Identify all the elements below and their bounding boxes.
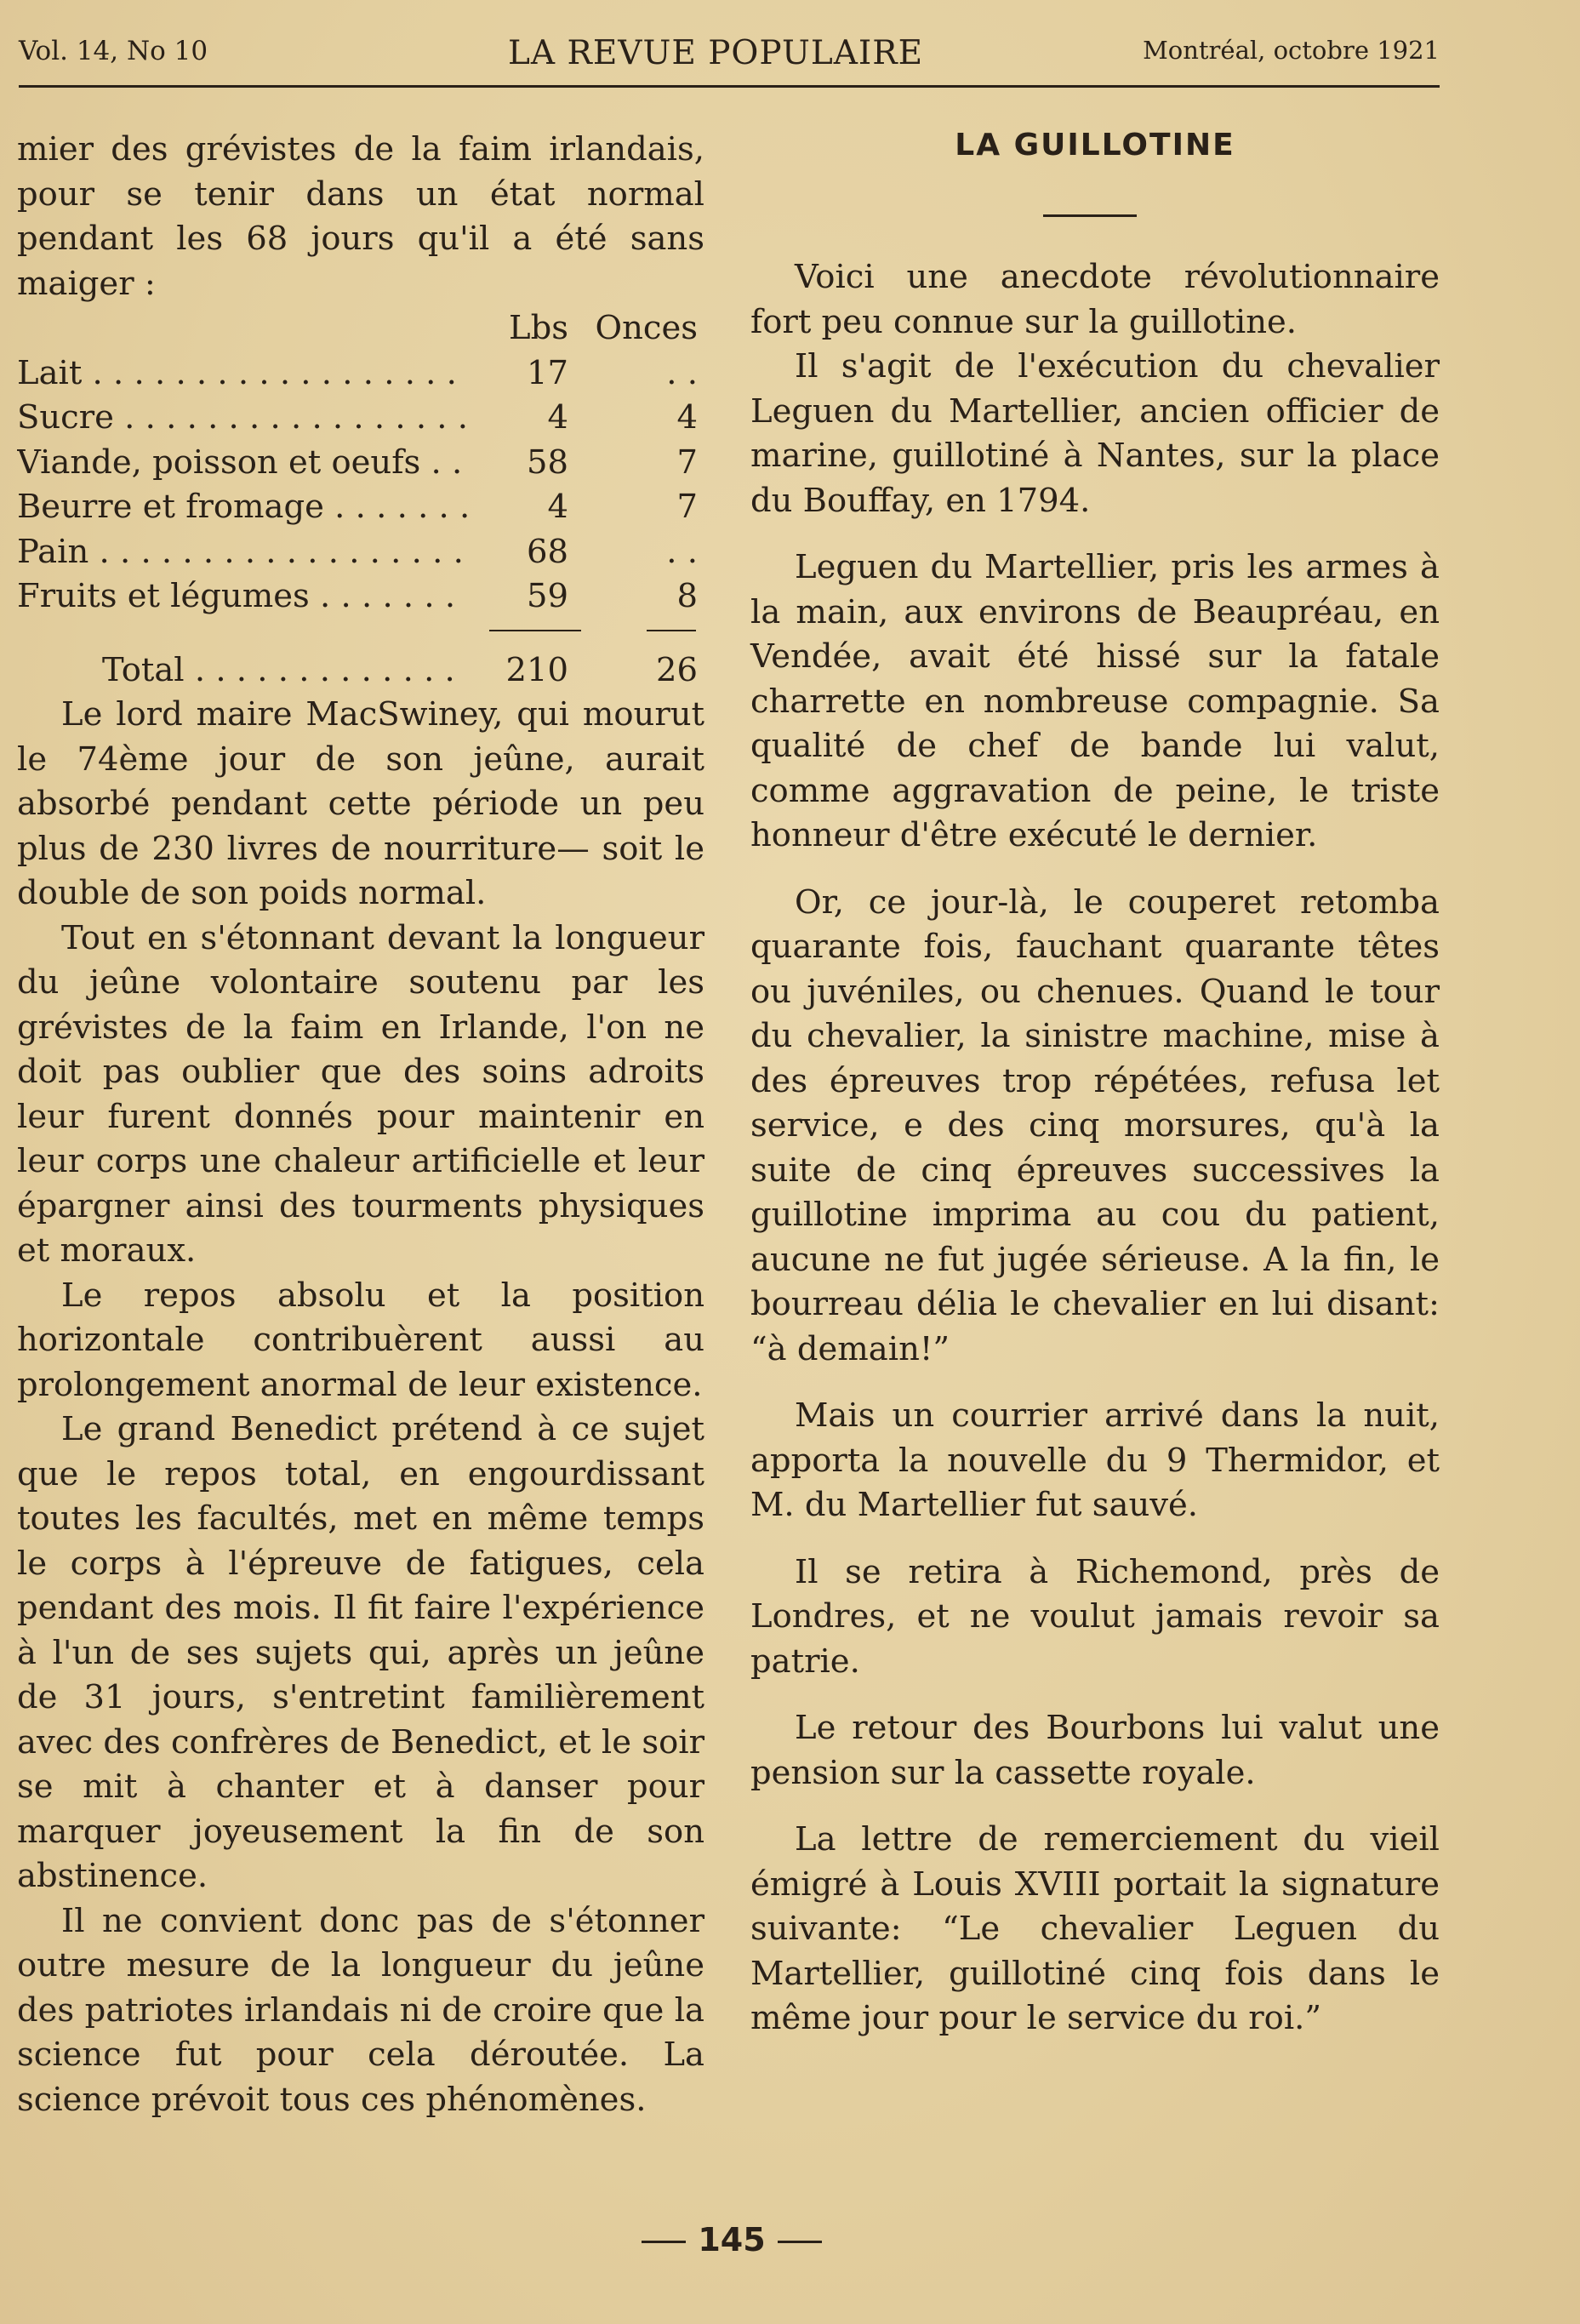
row-label: Pain . . . bbox=[17, 530, 468, 575]
body-paragraph: La lettre de remerciement du vieil émigré à Louis XVIII portait la signature suivante: “Le chevalier Leguen du Martellier, guillotiné cinq fois dans le même jour pour le service du roi.” bbox=[750, 1820, 1440, 2037]
body-paragraph: Il s'agit de l'exécution du chevalier Leguen du Martellier, ancien officier de marine, guillotiné à Nantes, sur la place du Bouffay, en 1794. bbox=[750, 347, 1440, 520]
row-lbs: 68 bbox=[527, 532, 568, 571]
intro-paragraph: mier des grévistes de la faim irlandais, pour se tenir dans un état normal pendant les 68 jours qu'il a été sans maiger : bbox=[17, 130, 704, 303]
table-row bbox=[17, 530, 704, 575]
row-label: Sucre . . . bbox=[17, 396, 468, 441]
row-onces: 7 bbox=[676, 488, 698, 526]
row-label: Fruits et légumes . . . bbox=[17, 574, 468, 620]
body-paragraph: Leguen du Martellier, pris les armes à la main, aux environs de Beaupréau, en Vendée, avait été hissé sur la fatale charrette en nombreuse compagnie. Sa qualité de chef de bande lui valut, comme aggravation de peine, le triste honneur d'être exécuté le dernier. bbox=[750, 548, 1440, 854]
food-table bbox=[17, 306, 704, 693]
body-paragraph: Le grand Benedict prétend à ce sujet que le repos total, en engourdissant toutes les facultés, met en même temps le corps à l'épreuve de fatigues, cela pendant des mois. Il fit faire l'expérience à l'un de ses sujets qui, après un jeûne de 31 jours, s'entretint familièrement avec des confrères de Benedict, et le soir se mit à chanter et à danser pour marquer joyeusement la fin de son abstinence. bbox=[17, 1410, 704, 1895]
body-paragraph: Voici une anecdote révolutionnaire fort peu connue sur la guillotine. bbox=[750, 258, 1440, 341]
total-lbs: 210 bbox=[505, 650, 568, 689]
dash-left bbox=[642, 2241, 686, 2243]
total-onces: 26 bbox=[656, 650, 698, 689]
body-paragraph: Or, ce jour-là, le couperet retomba quarante fois, fauchant quarante têtes ou juvéniles, ou chenues. Quand le tour du chevalier, la sinistre machine, mise à des épreuves trop répétées, refusa let service, e des cinq morsures, qu'à la suite de cinq épreuves successives la guillotine imprima au cou du patient, aucune ne fut jugée sérieuse. A la fin, le bourreau délia le chevalier en lui disant: “à demain!” bbox=[750, 882, 1440, 1368]
left-column bbox=[17, 128, 704, 2122]
row-label: Viande, poisson et oeufs . . . bbox=[17, 441, 468, 486]
body-paragraph: Il se retira à Richemond, près de Londres, et ne voulut jamais revoir sa patrie. bbox=[750, 1552, 1440, 1681]
body-paragraph: Mais un courrier arrivé dans la nuit, apporta la nouvelle du 9 Thermidor, et M. du Martellier fut sauvé. bbox=[750, 1396, 1440, 1524]
table-row bbox=[17, 351, 704, 397]
row-lbs: 58 bbox=[527, 443, 568, 482]
table-header bbox=[17, 306, 704, 351]
row-onces: 8 bbox=[676, 577, 698, 615]
dash-right bbox=[778, 2241, 822, 2243]
row-onces: 4 bbox=[676, 398, 698, 437]
row-onces: . . bbox=[666, 532, 698, 571]
column-header-lbs: Lbs bbox=[509, 309, 568, 347]
row-label: Beurre et fromage . . . bbox=[17, 485, 468, 530]
header-rule bbox=[19, 85, 1440, 88]
body-paragraph: Tout en s'étonnant devant la longueur du jeûne volontaire soutenu par les grévistes de la faim en Irlande, l'on ne doit pas oublier que des soins adroits leur furent donnés pour maintenir en leur corps une chaleur artificielle et leur épargner ainsi des tourments physiques et moraux. bbox=[17, 918, 704, 1270]
row-onces: . . bbox=[666, 353, 698, 392]
row-onces: 7 bbox=[676, 443, 698, 482]
table-row bbox=[17, 574, 704, 620]
row-label: Lait . . . bbox=[17, 351, 468, 397]
row-lbs: 4 bbox=[547, 488, 568, 526]
right-column bbox=[750, 255, 1440, 2041]
table-row bbox=[17, 396, 704, 441]
table-row bbox=[17, 441, 704, 486]
row-lbs: 17 bbox=[527, 353, 568, 392]
table-total-row bbox=[17, 648, 704, 694]
body-paragraph: Il ne convient donc pas de s'étonner outre mesure de la longueur du jeûne des patriotes irlandais ni de croire que la science fut pour cela déroutée. La science prévoit tous ces phénomènes. bbox=[17, 1901, 704, 2119]
place-date: Montréal, octobre 1921 bbox=[1143, 36, 1440, 65]
volume-issue: Vol. 14, No 10 bbox=[19, 36, 208, 66]
body-paragraph: Le repos absolu et la position horizontale contribuèrent aussi au prolongement anormal de leur existence. bbox=[17, 1276, 704, 1404]
total-rules bbox=[17, 620, 704, 648]
page-number-value: 145 bbox=[698, 2221, 766, 2258]
page-header bbox=[19, 36, 1440, 75]
body-paragraph: Le lord maire MacSwiney, qui mourut le 74ème jour de son jeûne, aurait absorbé pendant cette période un peu plus de 230 livres de nourriture— soit le double de son poids normal. bbox=[17, 695, 704, 912]
title-rule bbox=[1043, 214, 1137, 217]
row-lbs: 59 bbox=[527, 577, 568, 615]
page-number bbox=[630, 2221, 834, 2258]
article-title: LA GUILLOTINE bbox=[955, 128, 1235, 163]
column-header-onces: Onces bbox=[595, 309, 698, 347]
row-lbs: 4 bbox=[547, 398, 568, 437]
table-row bbox=[17, 485, 704, 530]
total-label: Total . . . bbox=[17, 648, 468, 694]
magazine-title: LA REVUE POPULAIRE bbox=[508, 34, 924, 72]
body-paragraph: Le retour des Bourbons lui valut une pension sur la cassette royale. bbox=[750, 1709, 1440, 1792]
